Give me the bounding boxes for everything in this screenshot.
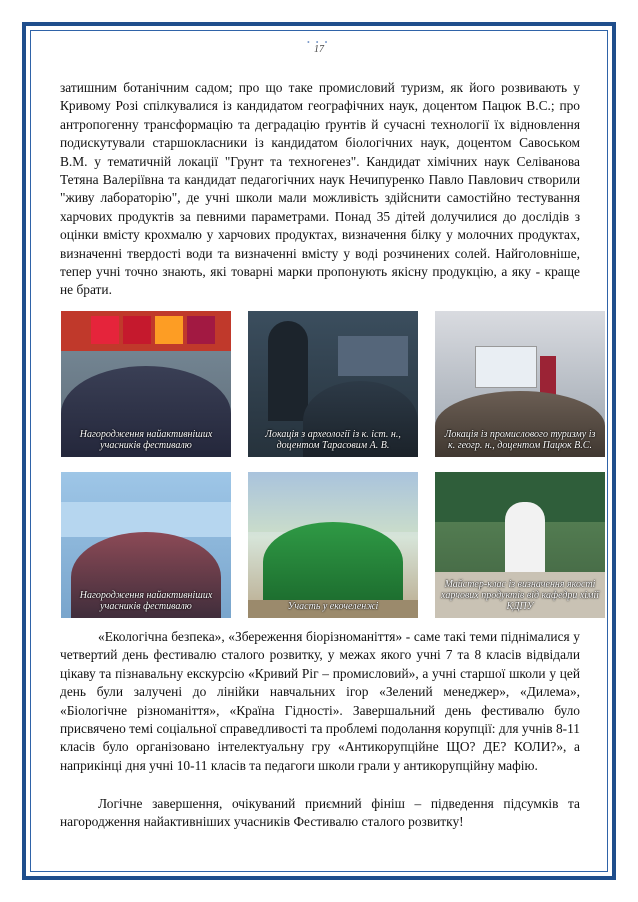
sdg-poster [91,316,119,344]
page-number-text: 17 [314,44,324,55]
photo-archaeology [248,311,418,457]
photo-chemistry-masterclass [435,472,605,618]
page-ornament: • • • [307,38,330,47]
students-green-shirts [263,522,403,602]
sdg-poster [187,316,215,344]
photo-caption: Нагородження найактивніших учасників фестивалю [79,590,213,612]
presenter-lab-coat [505,502,545,582]
photo-caption: Участь у екочеленжі [287,601,379,612]
photo-ecochallenge [248,472,418,618]
sdg-poster [123,316,151,344]
sdg-poster [155,316,183,344]
photo-industrial-tourism [435,311,605,457]
photo-awards-2 [61,472,231,618]
photo-caption: Локація із промислового туризму із к. геогр. н., доцентом Пацюк В.С. [444,429,596,451]
photo-awards-1 [61,311,231,457]
paragraph-3: Логічне завершення, очікуваний приємний фініш – підведення підсумків та нагородження найактивніших учасників Фестивалю сталого розвитку! [60,796,580,830]
paragraph-2: «Екологічна безпека», «Збереження біорізноманіття» - саме такі теми піднімалися у четвертий день фестивалю сталого розвитку, у межах якого учні 7 та 8 класів відвідали цікаву та пізнавальну екскурсію «Кривий Ріг – промисловий», а учні старшої школи у цей день були залучені до лінійки навчальних ігор «Зелений менеджер», «Дилема», «Біологічне різноманіття», «Країна Гідності». Завершальний день фестивалю було присвячено темі соціальної справедливості та проблемі подолання корупції: для учнів 8-11 класів було організовано інтелектуальну гру «Антикорупційне ЩО? ДЕ? КОЛИ?», а наприкінці дня учні 10-11 класів та педагоги школи грали у антикорупційну мафію. [60,629,580,773]
photo-caption: Майстер-клас із визначення якості харчових продуктів від кафедри хімії КДПУ [441,579,599,612]
wall-poster [338,336,408,376]
photo-caption: Локація з археології із к. іст. н., доцентом Тарасовим А. В. [265,429,401,451]
paragraph-1: затишним ботанічним садом; про що таке промисловий туризм, як його розвивають у Кривому Розі спілкувалися із кандидатом географічних наук, доцентом Пацюк В.С.; про антропогенну трансформацію та деградацію ґрунтів й сучасні технології їх відновлення подискутували старшокласники із кандидатом біологічних наук, доцентом Савоськом В.М. у тематичній локації "Грунт та техногенез". Кандидат хімічних наук Селіванова Тетяна Валеріївна та кандидат педагогічних наук Нечипуренко Павло Павлович створили "живу лабораторію", де учні школи мали можливість здійснити самостійно тестування харчових продуктів за певними параметрами. Понад 35 дітей долучилися до дослідів з оцінки вмісту крохмалю у харчових продуктах, визначення білку у молочних продуктах, визначенні твердості води та визначенні вмісту у воді розчинених солей. Найголовніше, тепер учні точно знають, які товарні марки пропонують якісну продукцію, а яку - краще не брати. [60,80,580,298]
page-number [0,36,638,55]
presenter [268,321,308,421]
projector-screen [475,346,537,388]
photo-caption: Нагородження найактивніших учасників фестивалю [79,429,213,451]
